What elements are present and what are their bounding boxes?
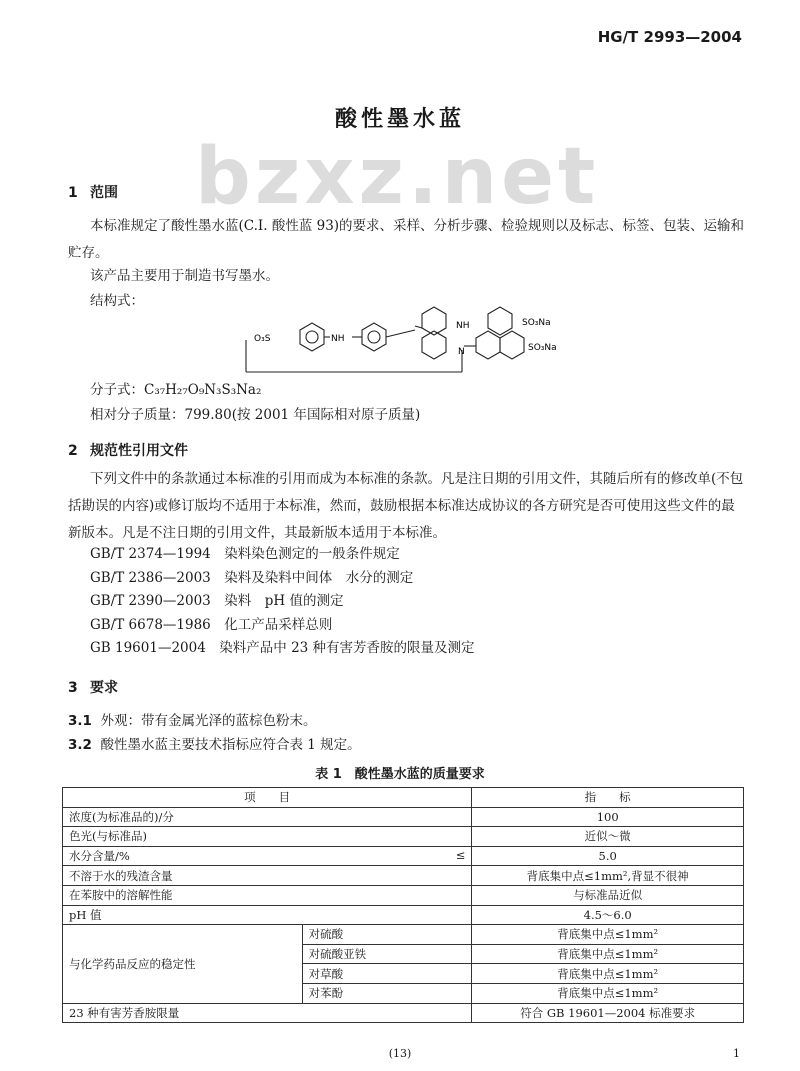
row-value: 4.5～6.0 [472, 905, 744, 925]
watermark: bzxz.net [195, 132, 600, 222]
header-item: 项 目 [63, 788, 472, 808]
table-title: 表 1 酸性墨水蓝的质量要求 [315, 767, 485, 782]
nh-label-2: NH [456, 321, 470, 331]
row-item [63, 807, 472, 827]
row-value: 近似～微 [472, 827, 744, 847]
page-mark: (13) [388, 1047, 412, 1060]
section-3-title: 要求 [90, 680, 118, 696]
stability-sub: 对草酸 [302, 964, 472, 984]
row-item [63, 885, 472, 905]
so3na-label-2: SO₃Na [528, 343, 557, 353]
row-value: 100 [472, 807, 744, 827]
table-header-row [63, 788, 744, 808]
row-unit: ≤ [455, 848, 466, 863]
section-1-heading [68, 182, 118, 202]
table-row [63, 885, 744, 905]
row-item-text: 水分含量/% [69, 849, 130, 864]
requirement-3-2-number: 3.2 [68, 737, 92, 753]
reference-list [90, 543, 475, 661]
normative-paragraph: 下列文件中的条款通过本标准的引用而成为本标准的条款。凡是注日期的引用文件，其随后所有的修改单(不包括勘误的内容)或修订版均不适用于本标准，然而，鼓励根据本标准达成协议的各方研究是否可使用这些文件的最新版本。凡是不注日期的引用文件，其最新版本适用于本标准。 [68, 471, 744, 541]
header-value: 指 标 [472, 788, 744, 808]
section-2-title: 规范性引用文件 [90, 443, 188, 459]
row-value: 背底集中点≤1mm² [472, 964, 744, 984]
table-row [63, 905, 744, 925]
so3na-label-1: SO₃Na [522, 318, 551, 328]
quality-table [62, 787, 744, 1023]
stability-label: 与化学药品反应的稳定性 [63, 925, 303, 1003]
usage-paragraph: 该产品主要用于制造书写墨水。 [90, 268, 279, 284]
row-item-text: 不溶于水的残渣含量 [69, 868, 173, 883]
table-row [63, 807, 744, 827]
row-item: 23 种有害芳香胺限量 [63, 1003, 472, 1023]
row-value: 背底集中点≤1mm²,背显不很神 [472, 866, 744, 886]
row-item [63, 846, 472, 866]
molecular-formula: 分子式：C₃₇H₂₇O₉N₃S₃Na₂ [90, 382, 262, 398]
section-1-number: 1 [68, 185, 78, 201]
reference-item: GB/T 6678—1986 化工产品采样总则 [90, 616, 333, 633]
table-row [63, 1003, 744, 1023]
row-value: 背底集中点≤1mm² [472, 983, 744, 1003]
molecular-mass: 相对分子质量：799.80(按 2001 年国际相对原子质量) [90, 407, 421, 423]
reference-item: GB/T 2374—1994 染料染色测定的一般条件规定 [90, 546, 400, 562]
standard-code: HG/T 2993—2004 [597, 28, 742, 46]
stability-sub: 对苯酚 [302, 983, 472, 1003]
stability-sub: 对硫酸 [302, 925, 472, 945]
page-number: 1 [733, 1047, 740, 1060]
table-row [63, 866, 744, 886]
nitrogen-label: N [458, 347, 465, 357]
requirement-3-1-text: 外观：带有金属光泽的蓝棕色粉末。 [100, 713, 317, 729]
row-value: 背底集中点≤1mm² [472, 944, 744, 964]
requirement-3-2 [68, 733, 361, 753]
row-item [63, 866, 472, 886]
structure-label: 结构式： [90, 293, 144, 309]
structural-formula [240, 300, 580, 380]
scope-paragraph: 本标准规定了酸性墨水蓝(C.I. 酸性蓝 93)的要求、采样、分析步骤、检验规则以及标志、标签、包装、运输和贮存。 [68, 218, 745, 261]
table-row [63, 846, 744, 866]
row-item [63, 905, 472, 925]
row-item-text: 在苯胺中的溶解性能 [69, 888, 173, 903]
requirement-3-2-text: 酸性墨水蓝主要技术指标应符合表 1 规定。 [100, 737, 361, 753]
section-3-number: 3 [68, 680, 78, 696]
requirement-3-1 [68, 709, 317, 729]
row-item-text: 色光(与标准品) [69, 829, 147, 844]
stability-sub: 对硫酸亚铁 [302, 944, 472, 964]
left-group-label: O₃S [254, 334, 271, 344]
section-2-heading [68, 440, 188, 460]
row-item-text: pH 值 [69, 907, 102, 922]
row-value: 与标准品近似 [472, 885, 744, 905]
reference-item: GB/T 2386—2003 染料及染料中间体 水分的测定 [90, 569, 414, 586]
requirement-3-1-number: 3.1 [68, 713, 92, 729]
row-item-text: 浓度(为标准品的)/分 [69, 809, 174, 824]
document-title: 酸性墨水蓝 [334, 107, 465, 132]
section-1-title: 范围 [90, 185, 118, 201]
row-value: 背底集中点≤1mm² [472, 925, 744, 945]
row-item [63, 827, 472, 847]
nh-label-1: NH [331, 334, 345, 344]
table-row [63, 827, 744, 847]
table-row [63, 925, 744, 945]
row-value: 符合 GB 19601—2004 标准要求 [472, 1003, 744, 1023]
reference-item: GB/T 2390—2003 染料 pH 值的测定 [90, 593, 344, 609]
row-value: 5.0 [472, 846, 744, 866]
reference-item: GB 19601—2004 染料产品中 23 种有害芳香胺的限量及测定 [90, 640, 475, 656]
section-3-heading [68, 677, 118, 697]
section-2-number: 2 [68, 443, 78, 459]
